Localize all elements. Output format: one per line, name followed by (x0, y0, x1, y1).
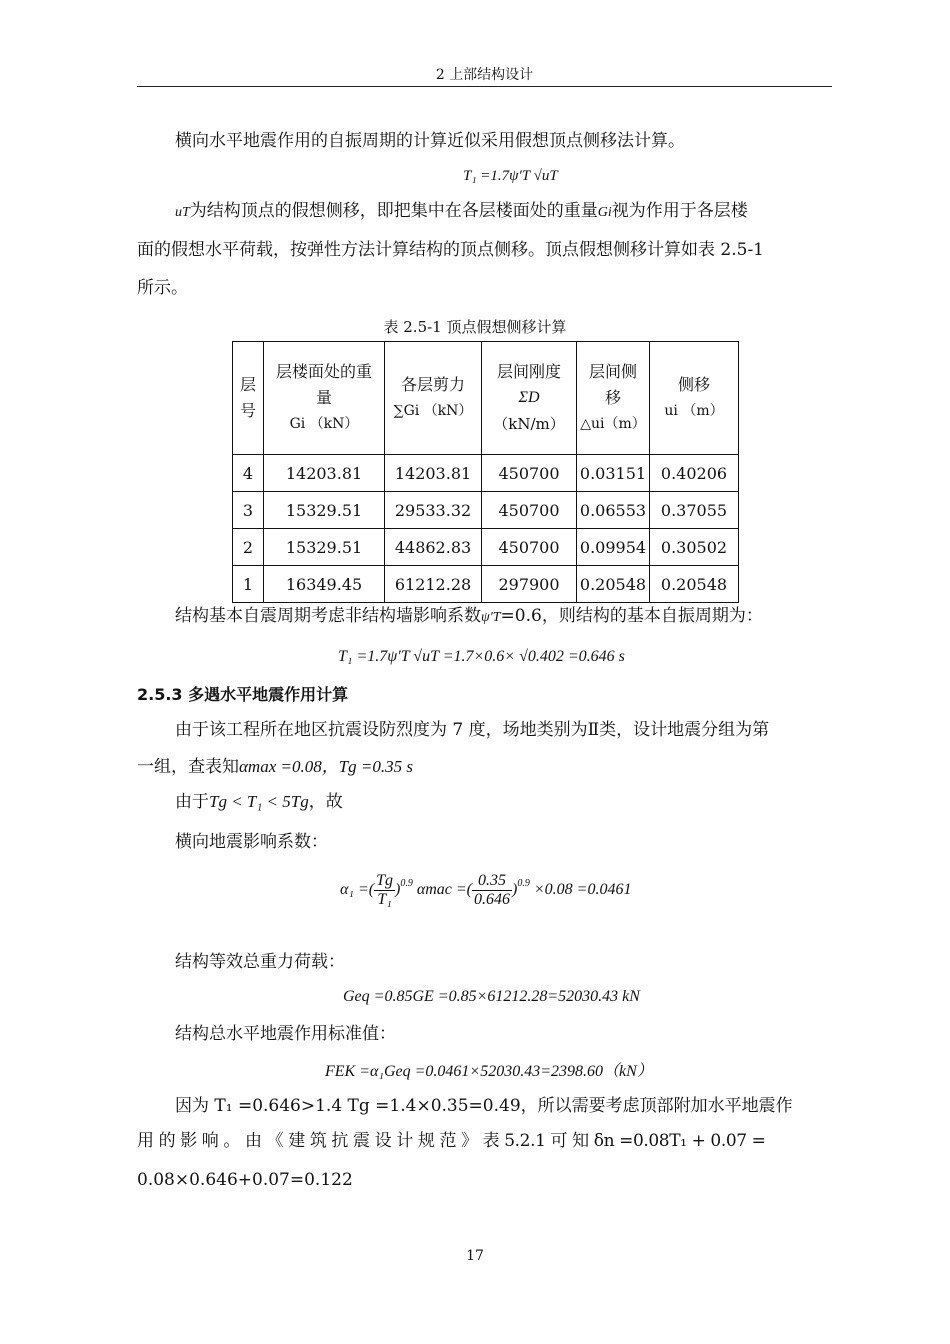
intro-line-4: 所示。 (137, 278, 188, 298)
header-shear: 各层剪力 ∑Gi （kN） (385, 342, 482, 455)
formula-alpha1: α₁ =( $\frac{Tg}{\text{T₁}}$ )$^{0.9}$ αmac =( $\frac{0.35}{0.646}$ )$^{0.9}$ ×0.08 =0.0461 (340, 872, 632, 908)
formula-geq: Geq =0.85GE =0.85×61212.28=52030.43 kN (343, 988, 640, 1005)
table-caption: 表 2.5-1 顶点假想侧移计算 (383, 318, 567, 336)
running-header: 2 上部结构设计 (435, 67, 534, 83)
section-p9: 0.08×0.646+0.07=0.122 (137, 1170, 353, 1190)
formula-period: T₁ =1.7ψ′T √uT =1.7×0.6× √0.402 =0.646 s (338, 648, 625, 665)
table-row: 1 16349.45 61212.28 297900 0.20548 0.20548 (233, 566, 739, 603)
table-row: 3 15329.51 29533.32 450700 0.06553 0.37055 (233, 492, 739, 529)
header-displacement: 侧移 ui （m） (650, 342, 739, 455)
formula-t1: T₁ =1.7ψ′T √uT (463, 168, 558, 184)
page-number: 17 (466, 1248, 484, 1264)
section-p3: 由于Tg < T₁ < 5Tg，故 (175, 792, 343, 812)
header-weight: 层楼面处的重 量 Gi （kN） (264, 342, 385, 455)
alpha-max: αmax =0.08， (239, 757, 339, 776)
header-rule (137, 86, 832, 87)
header-stiffness: 层间刚度 ΣD （kN/m） (482, 342, 577, 455)
section-p4: 横向地震影响系数： (175, 832, 328, 852)
period-text: 结构基本自震周期考虑非结构墙影响系数ψ′T=0.6，则结构的基本自振周期为： (175, 606, 763, 626)
tg-value: Tg =0.35 s (338, 757, 414, 776)
table-row: 2 15329.51 44862.83 450700 0.09954 0.30502 (233, 529, 739, 566)
section-p5: 结构等效总重力荷载： (175, 952, 345, 972)
section-p2: 一组，查表知αmax =0.08，Tg =0.35 s (137, 757, 414, 777)
table-header-row (233, 342, 739, 455)
intro-line-1: 横向水平地震作用的自振周期的计算近似采用假想顶点侧移法计算。 (175, 131, 685, 151)
displacement-table (232, 341, 739, 603)
header-floor: 层 号 (233, 342, 264, 455)
section-p7: 因为 T₁ =0.646>1.4 Tg =1.4×0.35=0.49，所以需要考虑顶部附加水平地震作 (175, 1096, 793, 1116)
symbol-gi: Gi (597, 205, 612, 220)
intro-line-2a: 为结构顶点的假想侧移，即把集中在各层楼面处的重量 (189, 201, 598, 221)
section-p6: 结构总水平地震作用标准值： (175, 1024, 396, 1044)
intro-line-2 (175, 201, 748, 223)
formula-fek: FEK =α₁Geq =0.0461×52030.43=2398.60（kN） (325, 1063, 653, 1080)
intro-line-2b: 视为作用于各层楼 (611, 201, 748, 221)
intro-line-3: 面的假想水平荷载，按弹性方法计算结构的顶点侧移。顶点假想侧移计算如表 2.5-1 (137, 240, 764, 260)
section-heading: 2.5.3 多遇水平地震作用计算 (137, 685, 349, 704)
symbol-ut: uT (175, 205, 190, 220)
header-interstory-drift: 层间侧 移 △ui（m） (577, 342, 650, 455)
section-p1: 由于该工程所在地区抗震设防烈度为 7 度，场地类别为Ⅱ类，设计地震分组为第 (175, 720, 770, 740)
table-row: 4 14203.81 14203.81 450700 0.03151 0.40206 (233, 455, 739, 492)
section-p8: 用 的 影 响 。 由 《 建 筑 抗 震 设 计 规 范 》 表 5.2.1 可 知 δn =0.08T₁ + 0.07 = (137, 1131, 766, 1151)
